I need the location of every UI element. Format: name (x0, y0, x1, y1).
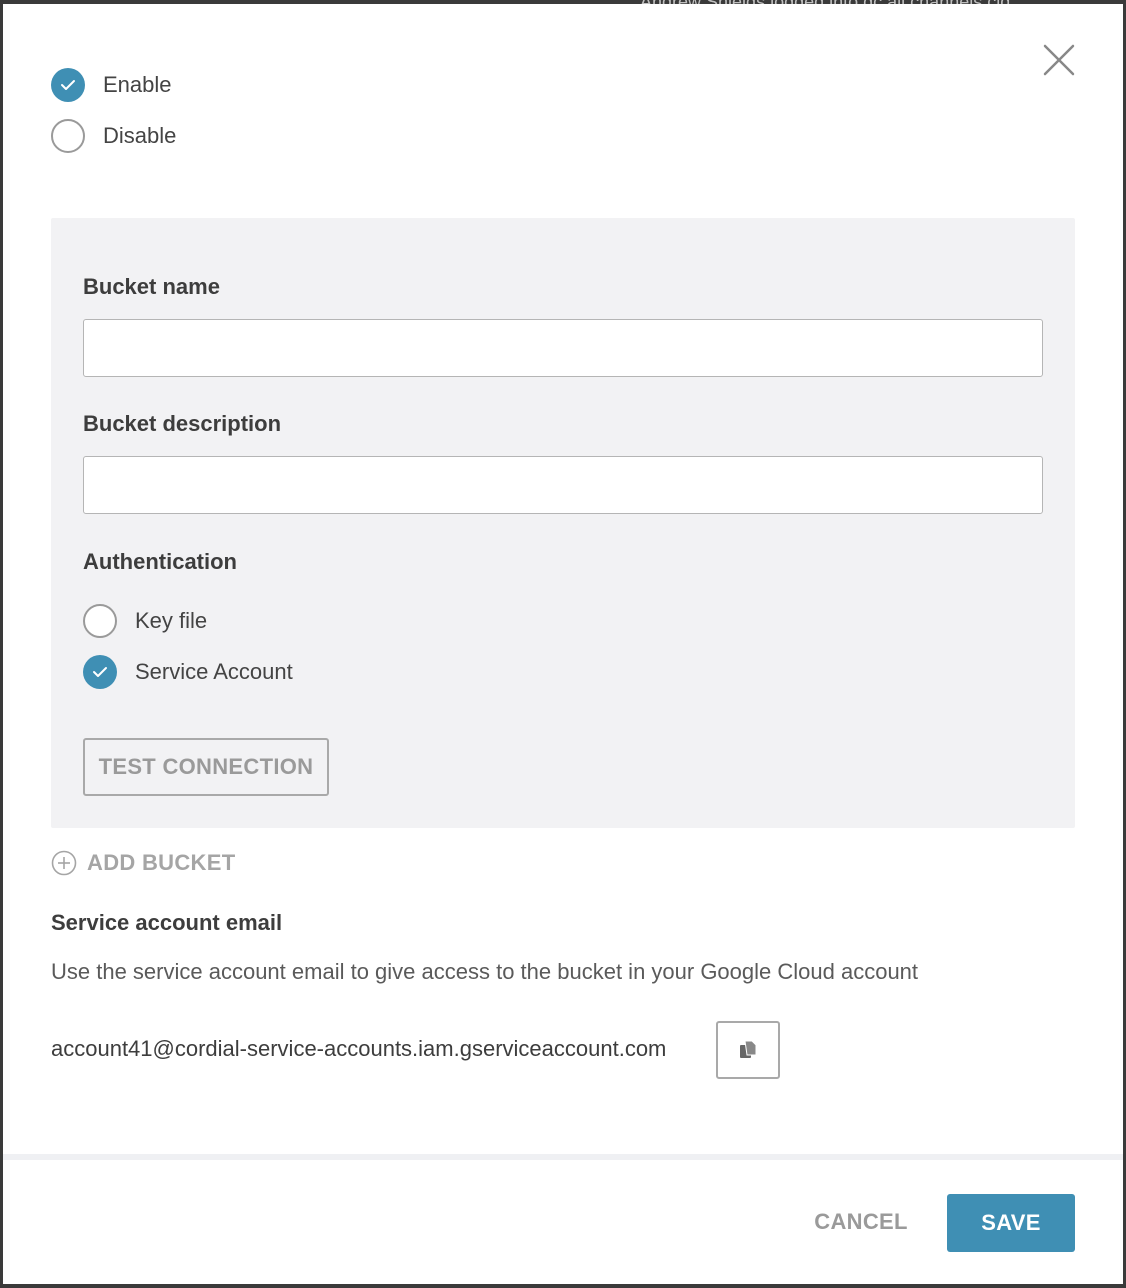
authentication-label: Authentication (83, 549, 237, 574)
radio-disable[interactable] (51, 119, 176, 153)
radio-service-account[interactable] (83, 655, 293, 689)
bucket-name-input[interactable] (83, 319, 1043, 377)
plus-circle-icon (51, 850, 77, 876)
test-connection-button[interactable]: TEST CONNECTION (83, 738, 329, 796)
bucket-name-label: Bucket name (83, 274, 220, 299)
bucket-description-input[interactable] (83, 456, 1043, 514)
radio-disable-label: Disable (103, 123, 177, 148)
service-account-email: account41@cordial-service-accounts.iam.gserviceaccount.com (51, 1036, 667, 1061)
radio-key-file-label: Key file (135, 608, 208, 633)
radio-service-account-label: Service Account (135, 659, 293, 684)
bucket-panel (51, 218, 1075, 828)
service-account-title: Service account email (51, 910, 283, 935)
radio-unchecked-indicator[interactable] (51, 119, 85, 153)
close-x-icon (1043, 44, 1075, 76)
bucket-settings-modal (3, 4, 1123, 1284)
radio-enable[interactable] (51, 68, 172, 102)
add-bucket-button[interactable] (51, 850, 235, 876)
checkmark-icon (60, 79, 76, 91)
save-button[interactable]: SAVE (947, 1194, 1075, 1252)
copy-icon (736, 1038, 760, 1062)
copy-email-button[interactable] (716, 1021, 780, 1079)
cancel-button[interactable]: CANCEL (801, 1200, 921, 1244)
radio-checked-indicator[interactable] (51, 68, 85, 102)
close-button[interactable] (1043, 44, 1075, 76)
checkmark-icon (92, 666, 108, 678)
radio-checked-indicator[interactable] (83, 655, 117, 689)
radio-key-file[interactable] (83, 604, 207, 638)
footer-divider (3, 1154, 1123, 1160)
service-account-description: Use the service account email to give access to the bucket in your Google Cloud account (51, 959, 919, 984)
bucket-description-label: Bucket description (83, 411, 282, 436)
radio-unchecked-indicator[interactable] (83, 604, 117, 638)
add-bucket-label: ADD BUCKET (87, 850, 236, 875)
radio-enable-label: Enable (103, 72, 172, 97)
